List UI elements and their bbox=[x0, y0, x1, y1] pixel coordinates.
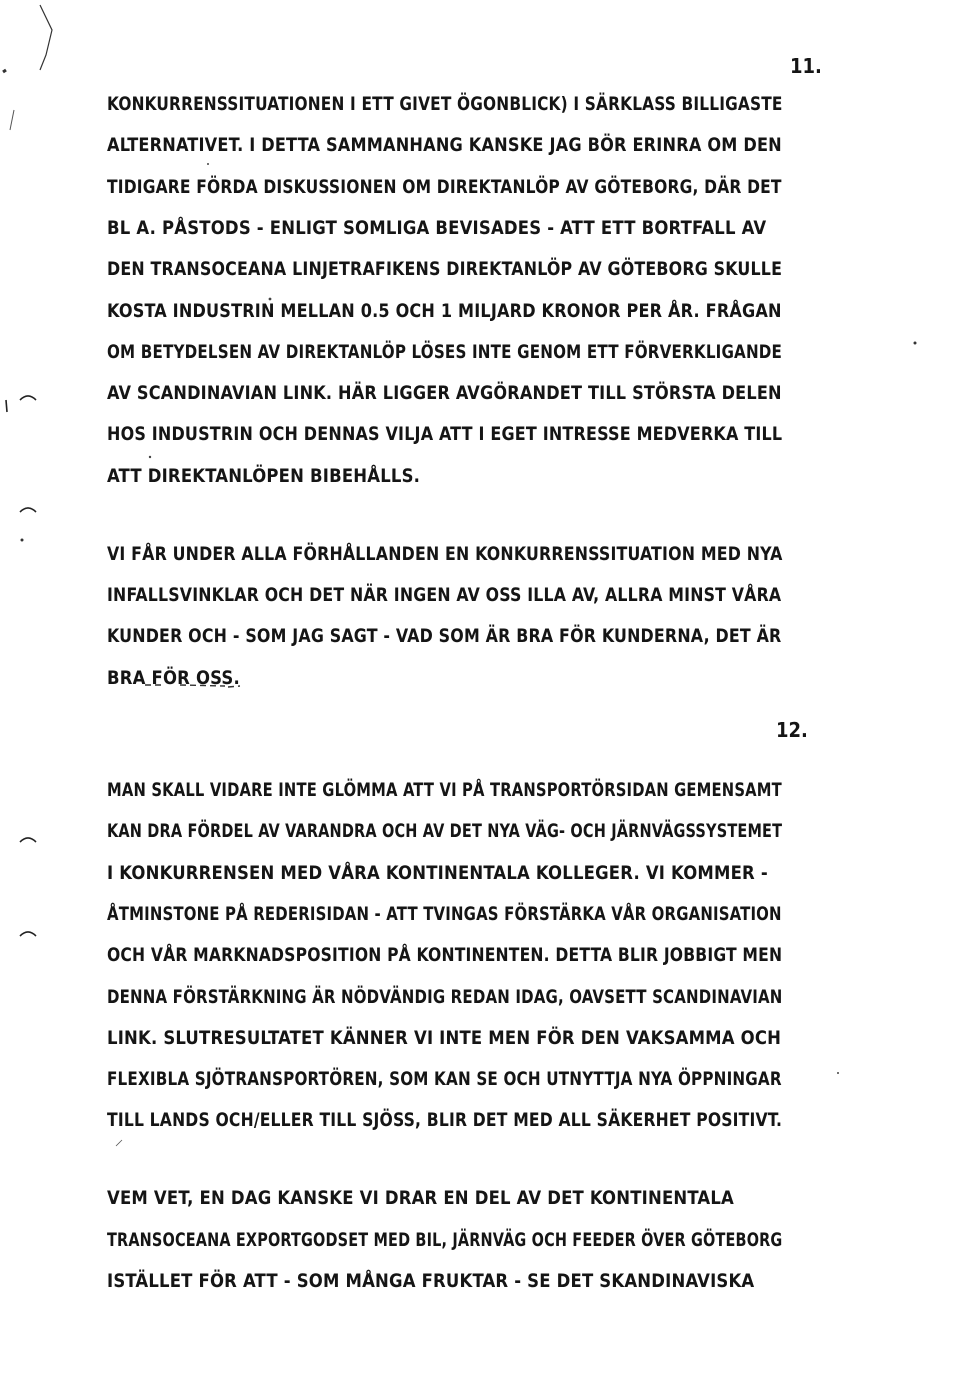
text-line: TRANSOCEANA EXPORTGODSET MED BIL, JÄRNVÄG OCH FEEDER ÖVER GÖTEBORG bbox=[107, 1228, 783, 1251]
text-line: ISTÄLLET FÖR ATT - SOM MÅNGA FRUKTAR - SE DET SKANDINAVISKA bbox=[107, 1270, 755, 1292]
text-line: LINK. SLUTRESULTATET KÄNNER VI INTE MEN FÖR DEN VAKSAMMA OCH bbox=[107, 1026, 782, 1049]
text-line: TIDIGARE FÖRDA DISKUSSIONEN OM DIREKTANLÖP AV GÖTEBORG, DÄR DET bbox=[107, 175, 782, 198]
text-line: I KONKURRENSEN MED VÅRA KONTINENTALA KOLLEGER. VI KOMMER - bbox=[107, 861, 768, 884]
text-line: MAN SKALL VIDARE INTE GLÖMMA ATT VI PÅ TRANSPORTÖRSIDAN GEMENSAMT bbox=[107, 779, 782, 801]
page-number: 11. bbox=[790, 54, 822, 78]
text-line: VEM VET, EN DAG KANSKE VI DRAR EN DEL AV DET KONTINENTALA bbox=[107, 1187, 735, 1210]
text-line: FLEXIBLA SJÖTRANSPORTÖREN, SOM KAN SE OCH UTNYTTJA NYA ÖPPNINGAR bbox=[107, 1068, 782, 1091]
text-line: KUNDER OCH - SOM JAG SAGT - VAD SOM ÄR BRA FÖR KUNDERNA, DET ÄR bbox=[107, 625, 782, 648]
text-line: ALTERNATIVET. I DETTA SAMMANHANG KANSKE JAG BÖR ERINRA OM DEN bbox=[107, 134, 782, 157]
text-line: DEN TRANSOCEANA LINJETRAFIKENS DIREKTANLÖP AV GÖTEBORG SKULLE bbox=[107, 258, 783, 281]
text-line: AV SCANDINAVIAN LINK. HÄR LIGGER AVGÖRANDET TILL STÖRSTA DELEN bbox=[107, 382, 782, 405]
text-line: ATT DIREKTANLÖPEN BIBEHÅLLS. bbox=[107, 464, 421, 487]
text-line: TILL LANDS OCH/ELLER TILL SJÖSS, BLIR DET MED ALL SÄKERHET POSITIVT. bbox=[107, 1109, 783, 1132]
text-line: ÅTMINSTONE PÅ REDERISIDAN - ATT TVINGAS FÖRSTÄRKA VÅR ORGANISATION bbox=[107, 902, 782, 925]
text-line: HOS INDUSTRIN OCH DENNAS VILJA ATT I EGET INTRESSE MEDVERKA TILL bbox=[107, 423, 783, 446]
text-line: BRA FÖR OSS. bbox=[107, 666, 240, 689]
text-line: DENNA FÖRSTÄRKNING ÄR NÖDVÄNDIG REDAN IDAG, OAVSETT SCANDINAVIAN bbox=[107, 985, 783, 1008]
text-line: KONKURRENSSITUATIONEN I ETT GIVET ÖGONBLICK) I SÄRKLASS BILLIGASTE bbox=[107, 93, 783, 115]
text-line: OM BETYDELSEN AV DIREKTANLÖP LÖSES INTE GENOM ETT FÖRVERKLIGANDE bbox=[107, 340, 783, 363]
page-number: 12. bbox=[776, 718, 808, 742]
text-line: INFALLSVINKLAR OCH DET NÄR INGEN AV OSS ILLA AV, ALLRA MINST VÅRA bbox=[107, 584, 782, 606]
text-line: OCH VÅR MARKNADSPOSITION PÅ KONTINENTEN. DETTA BLIR JOBBIGT MEN bbox=[107, 944, 783, 967]
text-line: VI FÅR UNDER ALLA FÖRHÅLLANDEN EN KONKURRENSSITUATION MED NYA bbox=[107, 542, 783, 565]
text-line: KAN DRA FÖRDEL AV VARANDRA OCH AV DET NYA VÄG- OCH JÄRNVÄGSSYSTEMET bbox=[107, 820, 783, 843]
text-line: KOSTA INDUSTRIN MELLAN 0.5 OCH 1 MILJARD KRONOR PER ÅR. FRÅGAN bbox=[107, 299, 782, 322]
text-line: BL A. PÅSTODS - ENLIGT SOMLIGA BEVISADES - ATT ETT BORTFALL AV bbox=[107, 216, 767, 239]
